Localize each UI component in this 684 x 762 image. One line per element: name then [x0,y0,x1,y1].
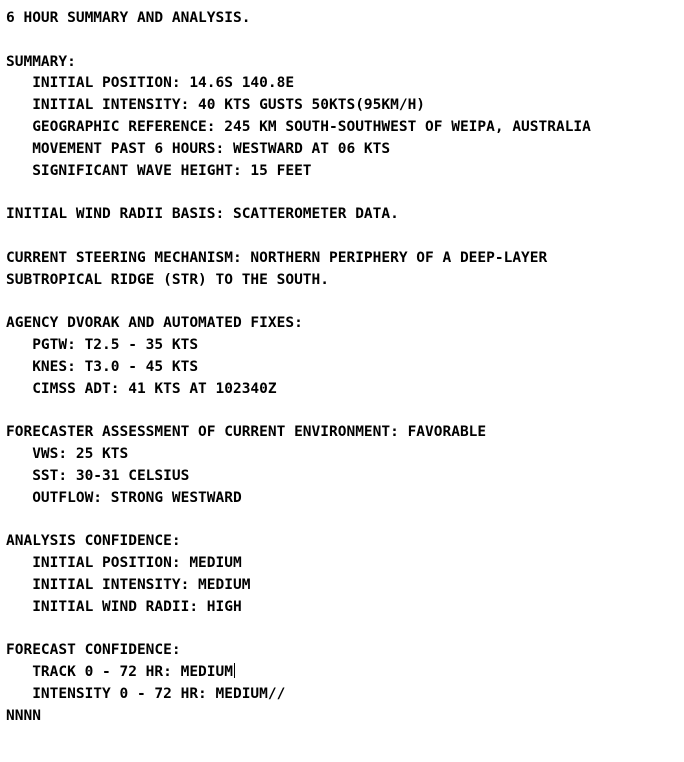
text-line: INTENSITY 0 - 72 HR: MEDIUM// [6,685,286,702]
blank-line [6,509,684,531]
text-line: INITIAL POSITION: MEDIUM [6,554,242,571]
text-line: SUMMARY: [6,53,76,70]
text-line: INITIAL INTENSITY: 40 KTS GUSTS 50KTS(95KM/H) [6,97,426,114]
text-caret [234,663,235,678]
text-line: INITIAL WIND RADII BASIS: SCATTEROMETER DATA. [6,206,399,223]
text-line: CURRENT STEERING MECHANISM: NORTHERN PERIPHERY OF A DEEP-LAYER [6,249,548,266]
text-line: INITIAL POSITION: 14.6S 140.8E [6,75,295,92]
blank-line [6,182,684,204]
text-line: KNES: T3.0 - 45 KTS [6,358,199,375]
blank-line [6,400,684,422]
text-line: FORECAST CONFIDENCE: [6,642,181,659]
text-line: SUBTROPICAL RIDGE (STR) TO THE SOUTH. [6,271,330,288]
text-line: ANALYSIS CONFIDENCE: [6,533,181,550]
text-line: NNNN [6,707,41,724]
text-line: AGENCY DVORAK AND AUTOMATED FIXES: [6,315,303,332]
text-line: GEOGRAPHIC REFERENCE: 245 KM SOUTH-SOUTHWEST OF WEIPA, AUSTRALIA [6,118,591,135]
blank-line [6,226,684,248]
text-line: SST: 30-31 CELSIUS [6,467,190,484]
text-line: 6 HOUR SUMMARY AND ANALYSIS. [6,10,251,26]
text-line: CIMSS ADT: 41 KTS AT 102340Z [6,380,277,397]
blank-line [6,291,684,313]
text-line: TRACK 0 - 72 HR: MEDIUM [6,663,233,680]
blank-line [6,30,684,52]
text-line: MOVEMENT PAST 6 HOURS: WESTWARD AT 06 KTS [6,140,391,157]
text-line: OUTFLOW: STRONG WESTWARD [6,489,242,506]
text-line: PGTW: T2.5 - 35 KTS [6,336,199,353]
blank-line [6,618,684,640]
text-line: INITIAL WIND RADII: HIGH [6,598,242,615]
text-line: INITIAL INTENSITY: MEDIUM [6,576,251,593]
text-line: FORECASTER ASSESSMENT OF CURRENT ENVIRONMENT: FAVORABLE [6,424,487,441]
text-line: SIGNIFICANT WAVE HEIGHT: 15 FEET [6,162,312,179]
text-line: VWS: 25 KTS [6,445,129,462]
